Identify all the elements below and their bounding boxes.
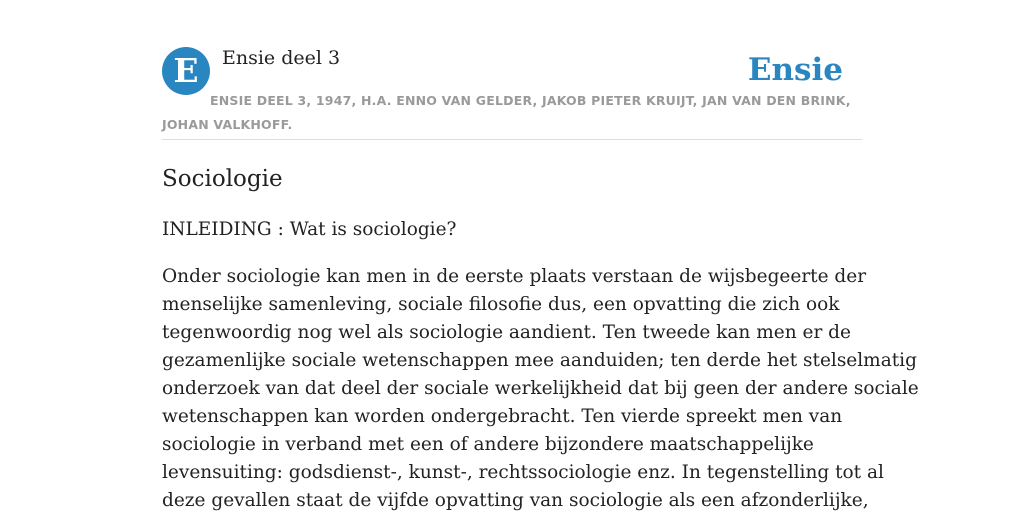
header-divider xyxy=(162,139,862,140)
body-line: menselijke samenleving, sociale filosofie dus, een opvatting die zich ook xyxy=(162,294,840,315)
body-line: sociologie in verband met een of andere bijzondere maatschappelijke xyxy=(162,434,814,455)
body-line: tegenwoordig nog wel als sociologie aandient. Ten tweede kan men er de xyxy=(162,322,851,343)
body-line: levensuiting: godsdienst-, kunst-, rechtssociologie enz. In tegenstelling tot al xyxy=(162,462,884,483)
brand-logo[interactable]: Ensie xyxy=(747,52,843,88)
body-line: deze gevallen staat de vijfde opvatting van sociologie als een afzonderlijke, xyxy=(162,490,869,511)
ensie-logo-icon[interactable]: E xyxy=(162,47,210,95)
article-body xyxy=(162,263,919,512)
body-line: wetenschappen kan worden ondergebracht. Ten vierde spreekt men van xyxy=(162,406,843,427)
body-line: onderzoek van dat deel der sociale werkelijkheid dat bij geen der andere sociale xyxy=(162,378,919,399)
article-subtitle: INLEIDING : Wat is sociologie? xyxy=(162,219,457,240)
article-title: Sociologie xyxy=(162,166,283,192)
body-line: Onder sociologie kan men in de eerste plaats verstaan de wijsbegeerte der xyxy=(162,266,867,287)
body-line: gezamenlijke sociale wetenschappen mee aanduiden; ten derde het stelselmatig xyxy=(162,350,917,371)
book-title[interactable]: Ensie deel 3 xyxy=(222,47,341,69)
source-metadata: ENSIE DEEL 3, 1947, H.A. ENNO VAN GELDER, JAKOB PIETER KRUIJT, JAN VAN DEN BRINK, JOHAN VALKHOFF. xyxy=(162,93,851,132)
